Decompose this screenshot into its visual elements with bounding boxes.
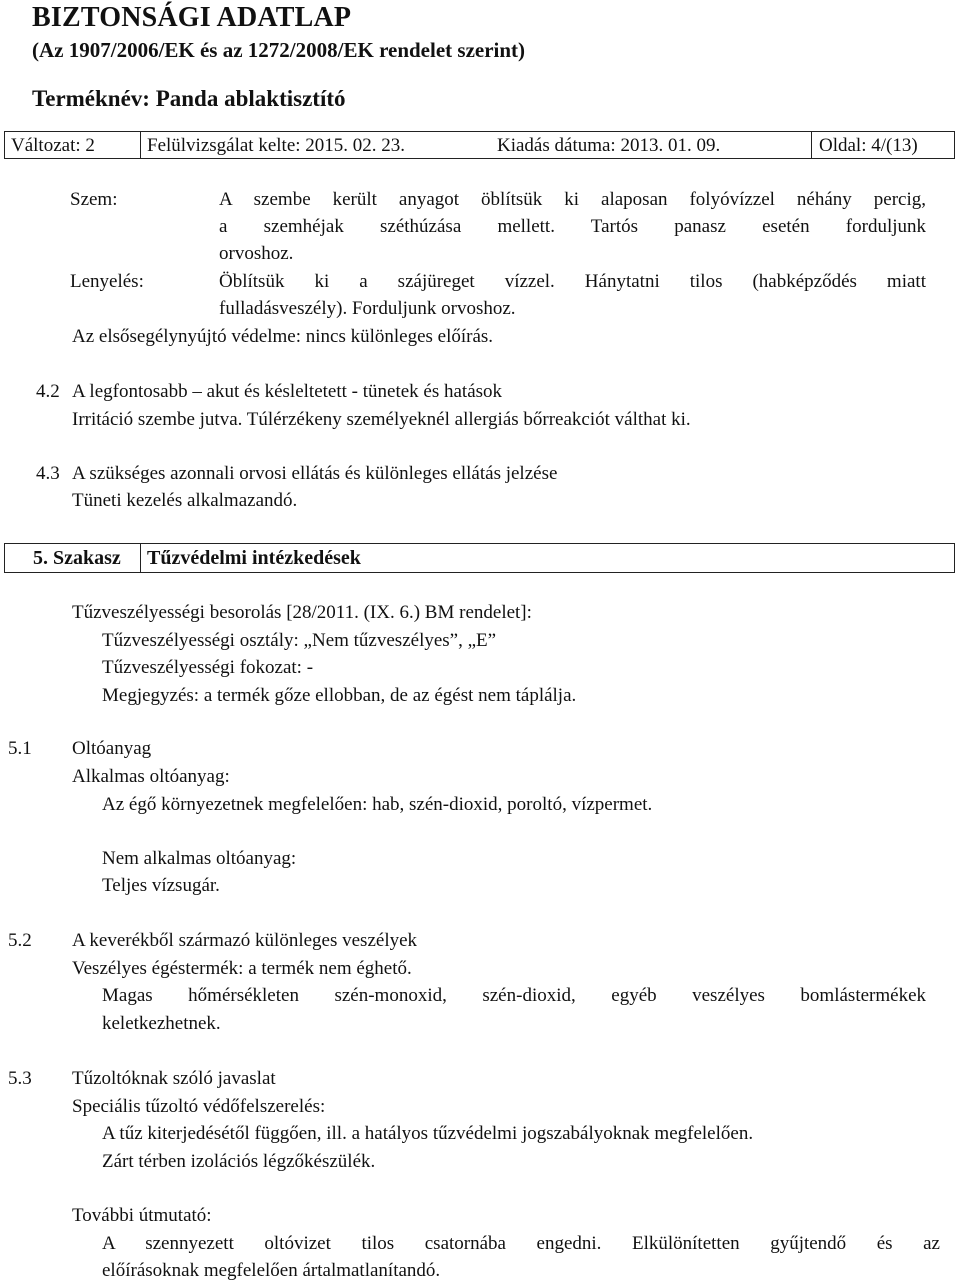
section-heading: A szükséges azonnali orvosi ellátás és különleges ellátás jelzése	[72, 463, 558, 484]
fire-classification: Tűzveszélyességi besorolás [28/2011. (IX. 6.) BM rendelet]:	[72, 602, 532, 623]
section-number: 5.1	[8, 738, 32, 759]
revision-date: Felülvizsgálat kelte: 2015. 02. 23.	[147, 135, 406, 156]
info-divider	[140, 132, 141, 158]
hazard-text-line: Veszélyes égéstermék: a termék nem éghető.	[72, 958, 412, 979]
eye-label: Szem:	[70, 189, 118, 210]
section-number: 5.3	[8, 1068, 32, 1089]
unsuitable-media-label: Nem alkalmas oltóanyag:	[102, 848, 297, 869]
section-number: 4.3	[36, 463, 60, 484]
section-heading: A legfontosabb – akut és késleltetett - tünetek és hatások	[72, 381, 503, 402]
section-divider	[140, 544, 141, 572]
further-guidance-line: előírásoknak megfelelően ártalmatlanítandó.	[102, 1260, 441, 1281]
section-number: 5. Szakasz	[33, 547, 121, 569]
section-title: Tűzvédelmi intézkedések	[147, 547, 361, 569]
version-label: Változat: 2	[11, 135, 95, 156]
product-name: Terméknév: Panda ablaktisztító	[32, 86, 346, 111]
document-title: BIZTONSÁGI ADATLAP	[32, 2, 352, 33]
fire-class-item: Tűzveszélyességi fokozat: -	[102, 657, 314, 678]
eye-text-line: orvoshoz.	[219, 243, 294, 264]
section-heading: A keverékből származó különleges veszélyek	[72, 930, 418, 951]
section-5-header	[4, 543, 955, 573]
section-number: 5.2	[8, 930, 32, 951]
swallow-label: Lenyelés:	[70, 271, 144, 292]
further-guidance-label: További útmutató:	[72, 1205, 212, 1226]
unsuitable-media-text: Teljes vízsugár.	[102, 875, 220, 896]
first-aider-protection: Az elsősegélynyújtó védelme: nincs különleges előírás.	[72, 326, 494, 347]
section-heading: Oltóanyag	[72, 738, 152, 759]
swallow-text-line: Öblítsük ki a szájüreget vízzel. Hánytatni tilos (habképződés miatt	[219, 271, 926, 292]
section-number: 4.2	[36, 381, 60, 402]
equipment-label: Speciális tűzoltó védőfelszerelés:	[72, 1096, 326, 1117]
eye-text-line: a szemhéjak széthúzása mellett. Tartós panasz esetén forduljunk	[219, 216, 926, 237]
fire-class-note: Megjegyzés: a termék gőze ellobban, de az égést nem táplálja.	[102, 685, 577, 706]
further-guidance-line: A szennyezett oltóvizet tilos csatornába engedni. Elkülönítetten gyűjtendő és az	[102, 1233, 940, 1254]
treatment-text: Tüneti kezelés alkalmazandó.	[72, 490, 298, 511]
fire-class-item: Tűzveszélyességi osztály: „Nem tűzveszélyes”, „E”	[102, 630, 497, 651]
page-number: Oldal: 4/(13)	[819, 135, 918, 156]
eye-text-line: A szembe került anyagot öblítsük ki alaposan folyóvízzel néhány percig,	[219, 189, 926, 210]
issue-date: Kiadás dátuma: 2013. 01. 09.	[497, 135, 721, 156]
info-divider	[811, 132, 812, 158]
document-info-bar	[4, 131, 955, 159]
suitable-media-text: Az égő környezetnek megfelelően: hab, szén-dioxid, poroltó, vízpermet.	[102, 794, 653, 815]
equipment-text-line: A tűz kiterjedésétől függően, ill. a hatályos tűzvédelmi jogszabályoknak megfelelően.	[102, 1123, 754, 1144]
equipment-text-line: Zárt térben izolációs légzőkészülék.	[102, 1151, 376, 1172]
swallow-text-line: fulladásveszély). Forduljunk orvoshoz.	[219, 298, 516, 319]
symptoms-text: Irritáció szembe jutva. Túlérzékeny személyeknél allergiás bőrreakciót válthat ki.	[72, 409, 691, 430]
suitable-media-label: Alkalmas oltóanyag:	[72, 766, 230, 787]
hazard-text-line: Magas hőmérsékleten szén-monoxid, szén-dioxid, egyéb veszélyes bomlástermékek	[102, 985, 926, 1006]
section-heading: Tűzoltóknak szóló javaslat	[72, 1068, 276, 1089]
document-subtitle: (Az 1907/2006/EK és az 1272/2008/EK rendelet szerint)	[32, 38, 526, 62]
hazard-text-line: keletkezhetnek.	[102, 1013, 221, 1034]
